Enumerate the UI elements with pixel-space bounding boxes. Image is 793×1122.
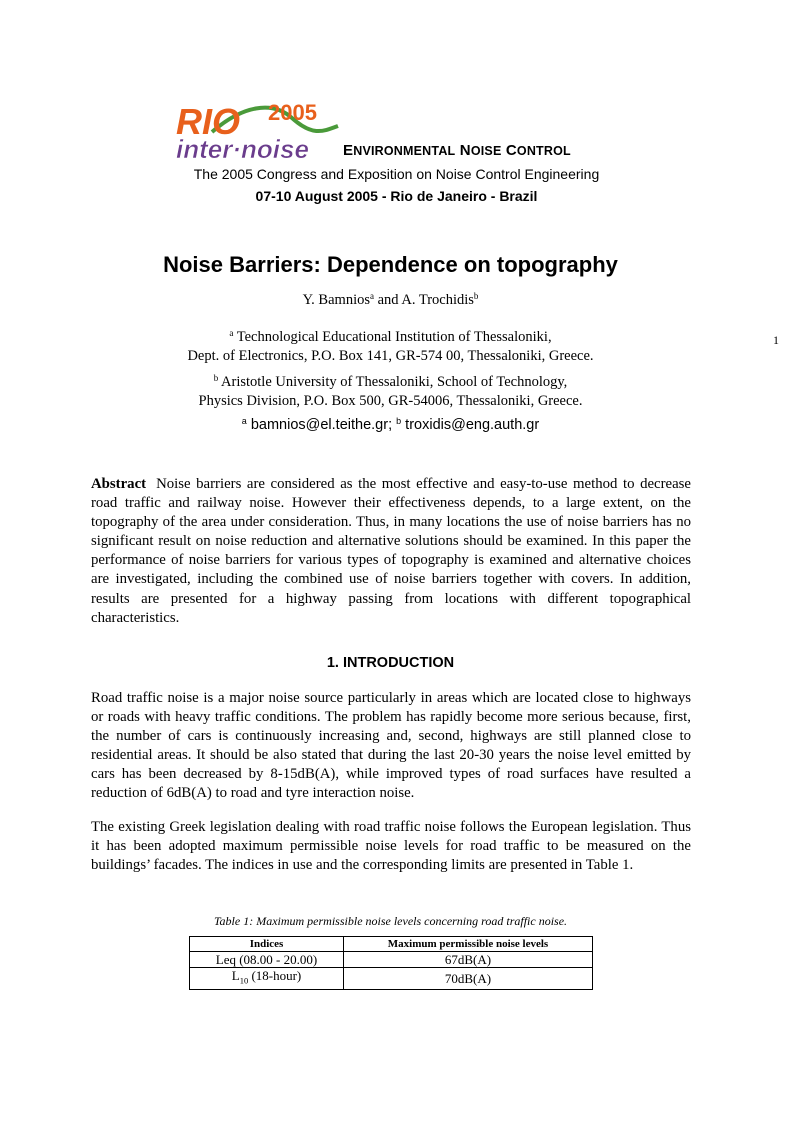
affiliation-a: $^a$ Technological Educational Institution of Thessaloniki, Dept. of Electronics, P.O. Box 141, GR-574 00, Thessaloniki, Greece. <box>187 328 594 364</box>
conference-logo <box>172 98 340 162</box>
paper-title: Noise Barriers: Dependence on topography <box>163 252 618 277</box>
table-header-row <box>190 937 593 952</box>
abstract <box>91 475 691 628</box>
author-emails: $^a$ bamnios@el.teithe.gr; $^b$ troxidis@eng.auth.gr <box>241 416 540 433</box>
table-caption: Table 1: Maximum permissible noise levels concerning road traffic noise. <box>213 914 568 928</box>
table-row <box>190 968 593 990</box>
abstract-text: Noise barriers are considered as the most effective and easy-to-use method to decrease road traffic and railway noise. However their effectiveness depends, to a large extent, on the topography of the area under consideration. Thus, in many locations the use of noise barriers has no significant result on noise reduction and alternative solutions should be examined. In this paper the performance of noise barriers for various types of topography is examined and alternative choices are investigated, including the combined use of noise barriers together with covers. In addition, results are presented for a highway passing from locations with different topographical characteristics. <box>91 476 691 626</box>
abstract-label: Abstract <box>91 476 147 492</box>
noise-limits-table <box>189 936 593 990</box>
logo-year: 2005 <box>268 100 317 125</box>
table-cell-index: Leq (08.00 - 20.00) <box>190 952 344 968</box>
affiliation-b: $^b$ Aristotle University of Thessaloniki, School of Technology, Physics Division, P.O. Box 500, GR-54006, Thessaloniki, Greece. <box>198 373 583 409</box>
conference-title: ENVIRONMENTAL NOISE CONTROL <box>343 142 571 159</box>
table-row <box>190 952 593 968</box>
conference-dates: 07-10 August 2005 - Rio de Janeiro - Brazil <box>255 188 538 204</box>
intro-paragraph-2: The existing Greek legislation dealing with road traffic noise follows the European legislation. Thus it has been adopted maximum permissible noise levels for road traffic to be measured on the buildings’ facades. The indices in use and the corresponding limits are presented in Table 1. <box>91 819 691 874</box>
column-header-limits: Maximum permissible noise levels <box>344 937 593 952</box>
table-cell-limit: 67dB(A) <box>344 952 593 968</box>
author-list: Y. Bamnios$^a$ and A. Trochidis$^b$ <box>302 291 479 308</box>
conference-subtitle: The 2005 Congress and Exposition on Noise Control Engineering <box>193 166 600 182</box>
logo-brand-top: RIO <box>176 101 241 142</box>
section-heading: 1. INTRODUCTION <box>326 655 455 671</box>
margin-number: 1 <box>773 333 779 347</box>
table-cell-index: $L_{10}$ (18-hour) <box>190 968 344 990</box>
intro-paragraph-1: Road traffic noise is a major noise source particularly in areas which are located close to highways or roads with heavy traffic conditions. The problem has rapidly become more serious because, first, the number of cars is continuously increasing and, second, highways are still planned close to residential areas. It should be also stated that during the last 20-30 years the noise level emitted by cars has been decreased by 8-15dB(A), while improved types of road surfaces have resulted a reduction of 6dB(A) to road and tyre interaction noise. <box>91 690 691 802</box>
table-cell-limit: 70dB(A) <box>344 968 593 990</box>
logo-brand-bottom: inter·noise <box>176 134 309 162</box>
column-header-indices: Indices <box>190 937 344 952</box>
rio-internoise-logo <box>172 98 340 162</box>
